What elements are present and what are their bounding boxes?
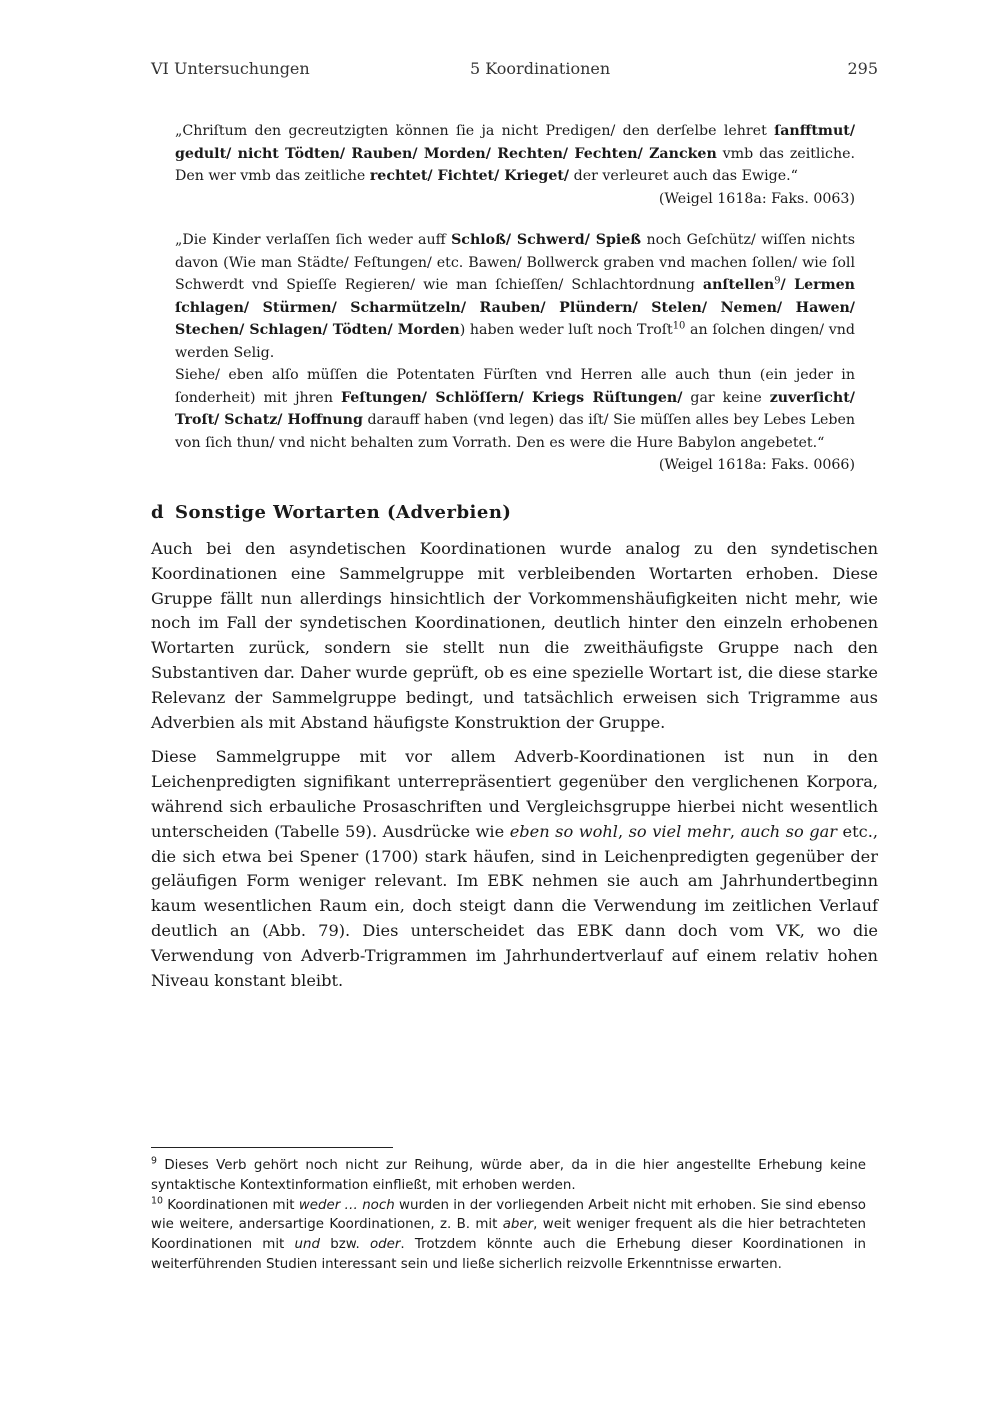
- footnote-text: . Trotzdem könnte auch die Erhebung dieser Koordinationen in weiterführenden Studien interessant sein und ließe sicherlich reizvolle Erkenntnisse erwarten.: [151, 1237, 866, 1272]
- quote-1-source: (Weigel 1618a: Faks. 0063): [658, 190, 855, 207]
- footnote-italic: aber: [502, 1217, 534, 1233]
- header-section: 5 Koordinationen: [470, 59, 611, 78]
- quote-bold: Schloß/ Schwerd/ Spieß: [451, 232, 642, 248]
- body-paragraph-1: Auch bei den asyndetischen Koordinationen wurde analog zu den syndetischen Koordinationen eine Sammelgruppe mit verbleibenden Wortarten erhoben. Diese Gruppe fällt nun allerdings hinsichtlich der Vorkommenshäufigkeiten nicht mehr, wie noch im Fall der syndetischen Koordinationen, deutlich hinter den einzeln erhobenen Wortarten zurück, sondern sie stellt nun die zweithäufigste Gruppe nach den Substantiven dar. Daher wurde geprüft, ob es eine spezielle Wortart ist, die diese starke Relevanz der Sammelgruppe bedingt, und tatsächlich erweisen sich Trigramme aus Adverbien als mit Abstand häufigste Konstruktion der Gruppe.: [151, 539, 878, 732]
- quote-text: der verleuret auch das Ewige.“: [569, 168, 798, 184]
- quote-text: „Chriſtum den gecreutzigten können ſie ja nicht Predigen/ den derſelbe lehret: [175, 123, 775, 139]
- body-italic: so viel mehr: [628, 821, 730, 841]
- quote-bold: ſanfftmut/ gedult/ nicht Tödten/ Rauben/ Morden/ Rechten/ Fechten/ Zancken: [175, 123, 855, 162]
- quote-text: „Die Kinder verlaſſen ſich weder auff: [175, 232, 452, 248]
- quote-text: an ſolchen dingen/ vnd werden Selig.: [175, 322, 855, 361]
- body-text-run: Diese Sammelgruppe mit vor allem Adverb-Koordinationen ist nun in den Leichenpredigten signifikant unterrepräsentiert gegenüber den verglichenen Korpora, während sich erbauliche Prosaschriften und Vergleichsgruppe hierbei nicht wesentlich unterscheiden (Tabelle 59). Ausdrücke wie: [151, 747, 878, 841]
- footnote-text: Koordinationen mit: [162, 1197, 299, 1213]
- footnote-9: [151, 1156, 866, 1196]
- block-quote-1: [175, 120, 855, 210]
- quote-text: ) haben weder luſt noch Troſt: [459, 322, 673, 338]
- body-text: [151, 537, 878, 1003]
- block-quote-2: [175, 229, 855, 477]
- body-text-run: ,: [729, 821, 741, 841]
- quote-bold: Feſtungen/ Schlöſſern/ Kriegs Rüſtungen/: [340, 389, 683, 406]
- footnote-divider: [151, 1147, 393, 1148]
- footnote-text: , weit weniger frequent als die hier betrachteten Koordinationen mit: [151, 1217, 866, 1253]
- footnote-italic: weder … noch: [298, 1197, 395, 1213]
- footnote-10: [151, 1196, 866, 1275]
- footnotes: [151, 1156, 866, 1275]
- quote-2-paragraph-1: [175, 229, 855, 364]
- section-title: Sonstige Wortarten (Adverbien): [175, 502, 512, 523]
- quote-1-text: [175, 120, 855, 188]
- footnote-text: Dieses Verb gehört noch nicht zur Reihung, würde aber, da in die hier angestellte Erhebung keine syntaktische Kontextinformation einfließt, mit erhoben werden.: [151, 1158, 866, 1193]
- quote-bold: anſtellen: [702, 277, 775, 293]
- footnote-mark: 10: [151, 1195, 163, 1207]
- running-header: [151, 59, 878, 83]
- quote-text: Siehe/ eben alſo müſſen die Potentaten Fürſten vnd Herren alle auch thun (ein jeder in ſonderheit) mit jhren: [175, 367, 855, 406]
- body-italic: eben so wohl: [509, 821, 618, 841]
- footnote-ref-9[interactable]: 9: [774, 275, 781, 287]
- quote-text: gar keine: [682, 389, 770, 406]
- footnote-text: bzw.: [320, 1237, 370, 1253]
- section-heading: [151, 502, 511, 523]
- header-chapter: VI Untersuchungen: [151, 59, 310, 78]
- body-paragraph-2: [151, 745, 878, 993]
- quote-text: noch Geſchütz/ wiſſen nichts davon (Wie man Städte/ Feſtungen/ etc. Bawen/ Bollwerck graben vnd machen ſollen/ wie ſoll Schwerdt vnd Spieſſe Regieren/ wie man ſchieſſen/ Schlachtordnung: [175, 232, 855, 293]
- quote-bold: / Lermen ſchlagen/ Stürmen/ Scharmützeln/ Rauben/ Plündern/ Stelen/ Nemen/ Hawen/ Stechen/ Schlagen/ Tödten/ Morden: [175, 277, 855, 338]
- body-text-run: etc., die sich etwa bei Spener (1700) stark häufen, sind in Leichenpredigten gegenüber der geläufigen Form weniger relevant. Im EBK nehmen sie auch am Jahrhundertbeginn kaum wesentlichen Raum ein, doch steigt dann die Verwendung im zeitlichen Verlauf deutlich an (Abb. 79). Dies unterscheidet das EBK dann doch vom VK, wo die Verwendung von Adverb-Trigrammen im Jahrhundertverlauf auf einem relativ hohen Niveau konstant bleibt.: [151, 821, 878, 990]
- footnote-text: wurden in der vorliegenden Arbeit nicht mit erhoben. Sie sind ebenso wie weitere, andersartige Koordinationen, z. B. mit: [151, 1197, 866, 1233]
- footnote-ref-10[interactable]: 10: [672, 320, 686, 332]
- page-number: 295: [847, 59, 878, 78]
- body-text-run: ,: [617, 821, 629, 841]
- quote-text: darauff haben (vnd legen) das iſt/ Sie müſſen alles bey Lebes Leben von ſich thun/ vnd nicht behalten zum Vorrath. Den es were die Hure Babylon angebetet.“: [175, 412, 855, 451]
- quote-2-paragraph-2: [175, 364, 855, 454]
- body-italic: auch so gar: [740, 821, 838, 841]
- section-number: d: [151, 502, 165, 523]
- footnote-italic: oder: [369, 1237, 401, 1253]
- footnote-italic: und: [294, 1237, 321, 1253]
- quote-text: vmb das zeitliche. Den wer vmb das zeitliche: [175, 145, 855, 184]
- quote-2-source: (Weigel 1618a: Faks. 0066): [658, 457, 855, 473]
- footnote-mark: 9: [151, 1155, 157, 1167]
- quote-bold: zuverſicht/ Troſt/ Schatz/ Hoffnung: [175, 389, 855, 428]
- quote-bold: rechtet/ Fichtet/ Krieget/: [369, 168, 570, 184]
